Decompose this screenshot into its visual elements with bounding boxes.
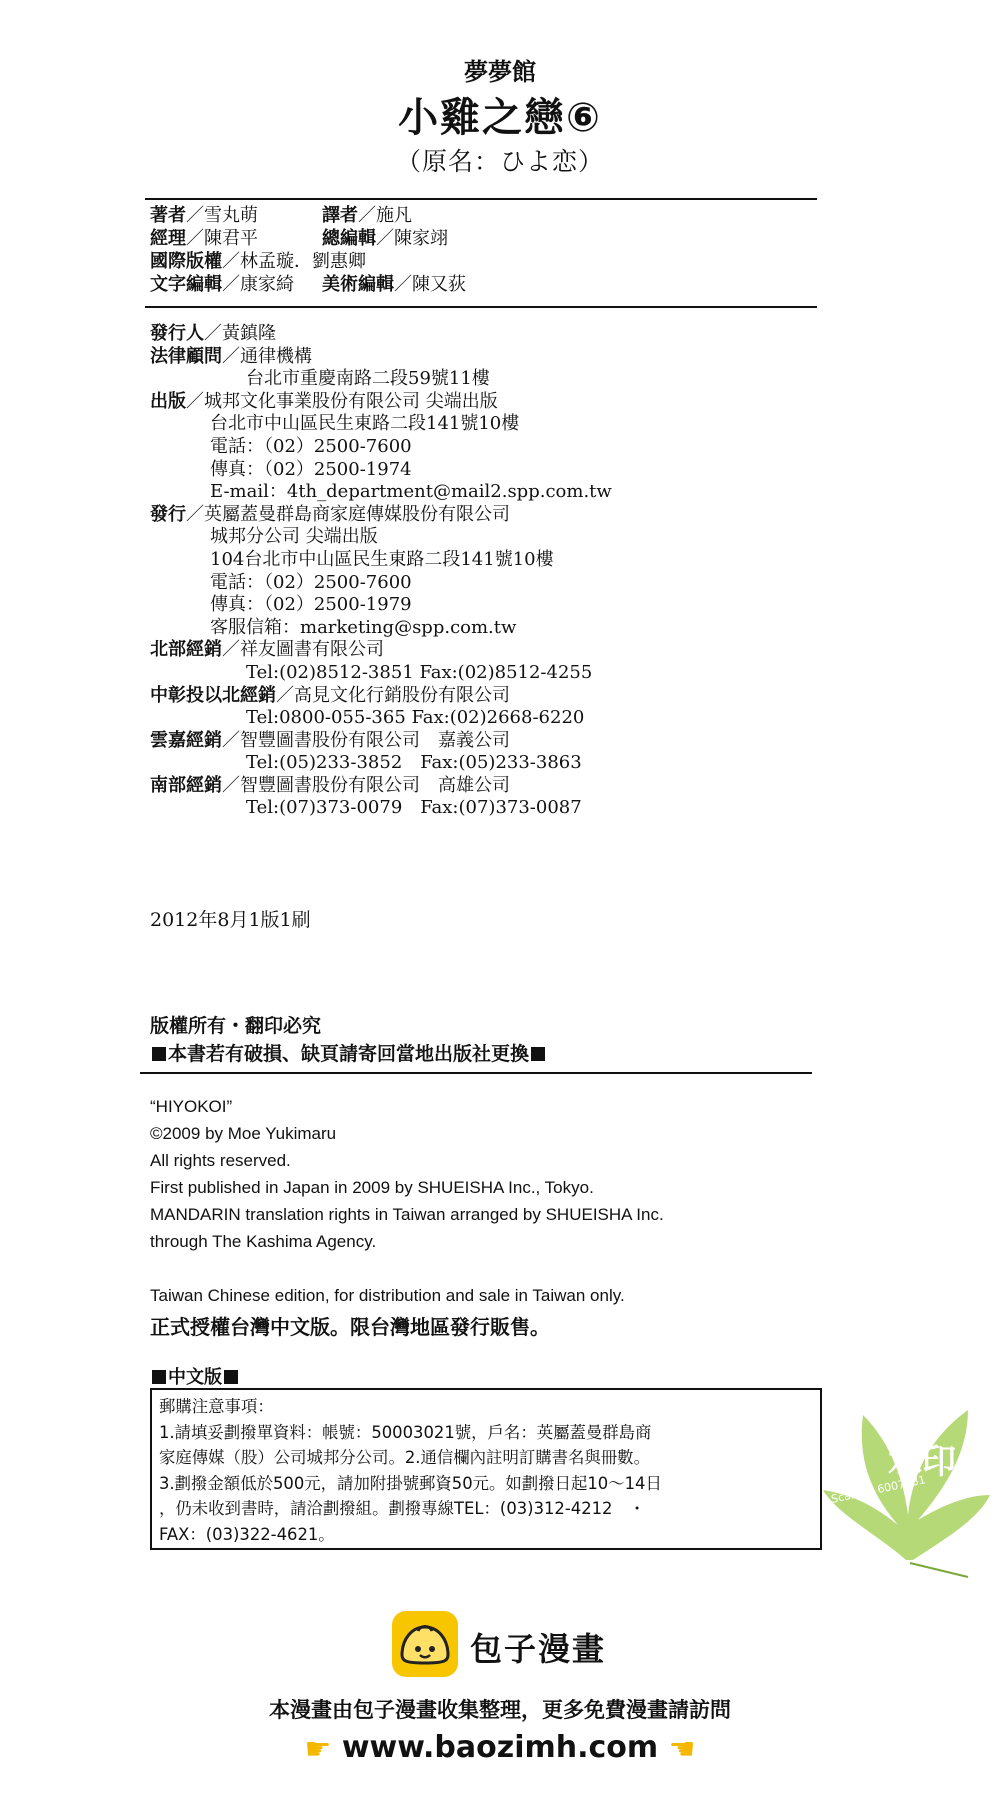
publishing-row: [150, 797, 612, 820]
square-bullet-icon: [152, 1047, 166, 1061]
copyright-line: through The Kashima Agency.: [150, 1232, 377, 1251]
book-title: 小雞之戀⑥: [398, 95, 602, 141]
taiwan-edition-zh: 正式授權台灣中文版。限台灣地區發行販售。: [150, 1315, 550, 1339]
brand-logo: [392, 1611, 458, 1677]
original-title: （原名：ひよ恋）: [395, 147, 604, 176]
publishing-label: 發行人: [150, 323, 204, 344]
mail-order-line: ，仍未收到書時，請洽劃撥組。劃撥專線TEL：(03)312-4212 ・: [159, 1499, 646, 1519]
staff-row: 文字編輯／康家綺 美術編輯／陳又荻: [150, 274, 466, 295]
publishing-text: Tel:0800-055-365 Fax:(02)2668-6220: [246, 707, 585, 729]
publishing-text: 台北市中山區民生東路二段141號10樓: [210, 413, 520, 435]
mail-order-line: 家庭傳媒（股）公司城邦分公司。2.通信欄內註明訂購書名與冊數。: [159, 1448, 650, 1468]
publishing-row: [150, 752, 612, 775]
square-bullet-icon: [224, 1370, 238, 1384]
publishing-text: ／英屬蓋曼群島商家庭傳媒股份有限公司: [186, 503, 510, 525]
publishing-text: 傳真：（02）2500-1974: [210, 458, 412, 480]
bun-icon: [392, 1611, 458, 1677]
publishing-row: [150, 368, 612, 391]
copyright-line: ©2009 by Moe Yukimaru: [150, 1124, 337, 1143]
publishing-row: [150, 775, 612, 798]
square-bullet-icon: [152, 1370, 166, 1384]
publishing-text: E-mail：4th_department@mail2.spp.com.tw: [210, 481, 612, 503]
mail-order-line: 3.劃撥金額低於500元，請加附掛號郵資50元。如劃撥日起10～14日: [159, 1473, 662, 1493]
staff-row: 經理／陳君平 總編輯／陳家翊: [150, 228, 448, 249]
publishing-row: [150, 594, 612, 617]
pointing-left-hand-icon: ☚: [668, 1732, 696, 1767]
rights-line-2: 本書若有破損、缺頁請寄回當地出版社更換: [150, 1040, 547, 1068]
divider-staff: [145, 306, 817, 308]
copyright-line: MANDARIN translation rights in Taiwan arranged by SHUEISHA Inc.: [150, 1205, 664, 1224]
publishing-row: [150, 707, 612, 730]
copyright-line: First published in Japan in 2009 by SHUEISHA Inc., Tokyo.: [150, 1178, 594, 1197]
brand-promo: 本漫畫由包子漫畫收集整理，更多免費漫畫請訪問: [269, 1698, 731, 1722]
publishing-text: 台北市重慶南路二段59號11樓: [246, 368, 490, 390]
publishing-text: 104台北市中山區民生東路二段141號10樓: [210, 548, 554, 570]
publishing-row: [150, 459, 612, 482]
publishing-info: [150, 323, 612, 820]
publishing-label: 南部經銷: [150, 774, 222, 796]
publishing-label: 出版: [150, 390, 186, 412]
publishing-row: [150, 685, 612, 708]
publishing-text: ／祥友圖書有限公司: [222, 639, 384, 661]
watermark-text: 水印: [888, 1442, 956, 1482]
square-bullet-icon: [531, 1047, 545, 1061]
publishing-label: 法律顧問: [150, 345, 222, 367]
publishing-row: [150, 346, 612, 369]
publishing-text: ／城邦文化事業股份有限公司 尖端出版: [186, 390, 498, 412]
publishing-text: ／黃鎮隆: [204, 323, 276, 344]
divider-rights: [140, 1072, 812, 1074]
publishing-row: [150, 504, 612, 527]
publishing-row: [150, 323, 612, 346]
publishing-row: [150, 730, 612, 753]
rights-notice: [150, 1012, 547, 1068]
publishing-text: Tel:(05)233-3852 Fax:(05)233-3863: [246, 752, 582, 774]
publishing-row: [150, 413, 612, 436]
edition-date: 2012年8月1版1刷: [150, 909, 311, 931]
publishing-row: [150, 391, 612, 414]
publishing-text: 傳真：（02）2500-1979: [210, 594, 412, 616]
publishing-text: ／高見文化行銷股份有限公司: [276, 684, 510, 706]
publishing-row: [150, 549, 612, 572]
publishing-text: 客服信箱：marketing@spp.com.tw: [210, 616, 517, 638]
publishing-text: 電話：（02）2500-7600: [210, 571, 412, 593]
series-name: 夢夢館: [464, 58, 536, 86]
publishing-row: [150, 572, 612, 595]
copyright-line: All rights reserved.: [150, 1151, 291, 1170]
mail-order-title: 郵購注意事項：: [159, 1397, 274, 1416]
publishing-row: [150, 481, 612, 504]
watermark-credit: Scan by 6007081: [829, 1473, 927, 1506]
staff-credits: [150, 204, 466, 296]
english-copyright: [150, 1093, 664, 1309]
rights-line-1: 版權所有・翻印必究: [150, 1015, 322, 1037]
publishing-text: 電話：（02）2500-7600: [210, 435, 412, 457]
mail-order-box: [150, 1388, 822, 1550]
publishing-label: 發行: [150, 503, 186, 525]
taiwan-edition-en: Taiwan Chinese edition, for distribution and sale in Taiwan only.: [150, 1286, 625, 1305]
brand-url-row: [0, 1730, 1000, 1767]
publishing-text: 城邦分公司 尖端出版: [210, 526, 378, 548]
publishing-row: [150, 436, 612, 459]
publishing-row: [150, 617, 612, 640]
publishing-row: [150, 639, 612, 662]
staff-row: 國際版權／林孟璇．劉惠卿: [150, 251, 366, 272]
publishing-label: 北部經銷: [150, 639, 222, 661]
divider-top: [145, 198, 817, 200]
chinese-version-label: 中文版: [150, 1363, 240, 1389]
mail-order-line: 1.請填妥劃撥單資料：帳號：50003021號，戶名：英屬蓋曼群島商: [159, 1422, 652, 1442]
pointing-right-hand-icon: ☛: [304, 1732, 332, 1767]
mail-order-line: FAX：(03)322-4621。: [159, 1524, 335, 1544]
publishing-row: [150, 662, 612, 685]
publishing-text: ／通律機構: [222, 345, 312, 367]
publishing-text: Tel:(02)8512-3851 Fax:(02)8512-4255: [246, 661, 593, 683]
watermark-leaf-icon: [818, 1395, 994, 1580]
publishing-label: 雲嘉經銷: [150, 729, 222, 751]
publishing-text: ／智豐圖書股份有限公司 高雄公司: [222, 774, 510, 796]
publishing-label: 中彰投以北經銷: [150, 684, 276, 706]
copyright-line: “HIYOKOI”: [150, 1097, 233, 1116]
brand-url[interactable]: www.baozimh.com: [341, 1730, 659, 1765]
staff-row: 著者／雪丸萌 譯者／施凡: [150, 205, 412, 226]
publishing-row: [150, 526, 612, 549]
publishing-text: Tel:(07)373-0079 Fax:(07)373-0087: [246, 797, 582, 819]
brand-name: 包子漫畫: [470, 1630, 607, 1668]
publishing-text: ／智豐圖書股份有限公司 嘉義公司: [222, 729, 510, 751]
